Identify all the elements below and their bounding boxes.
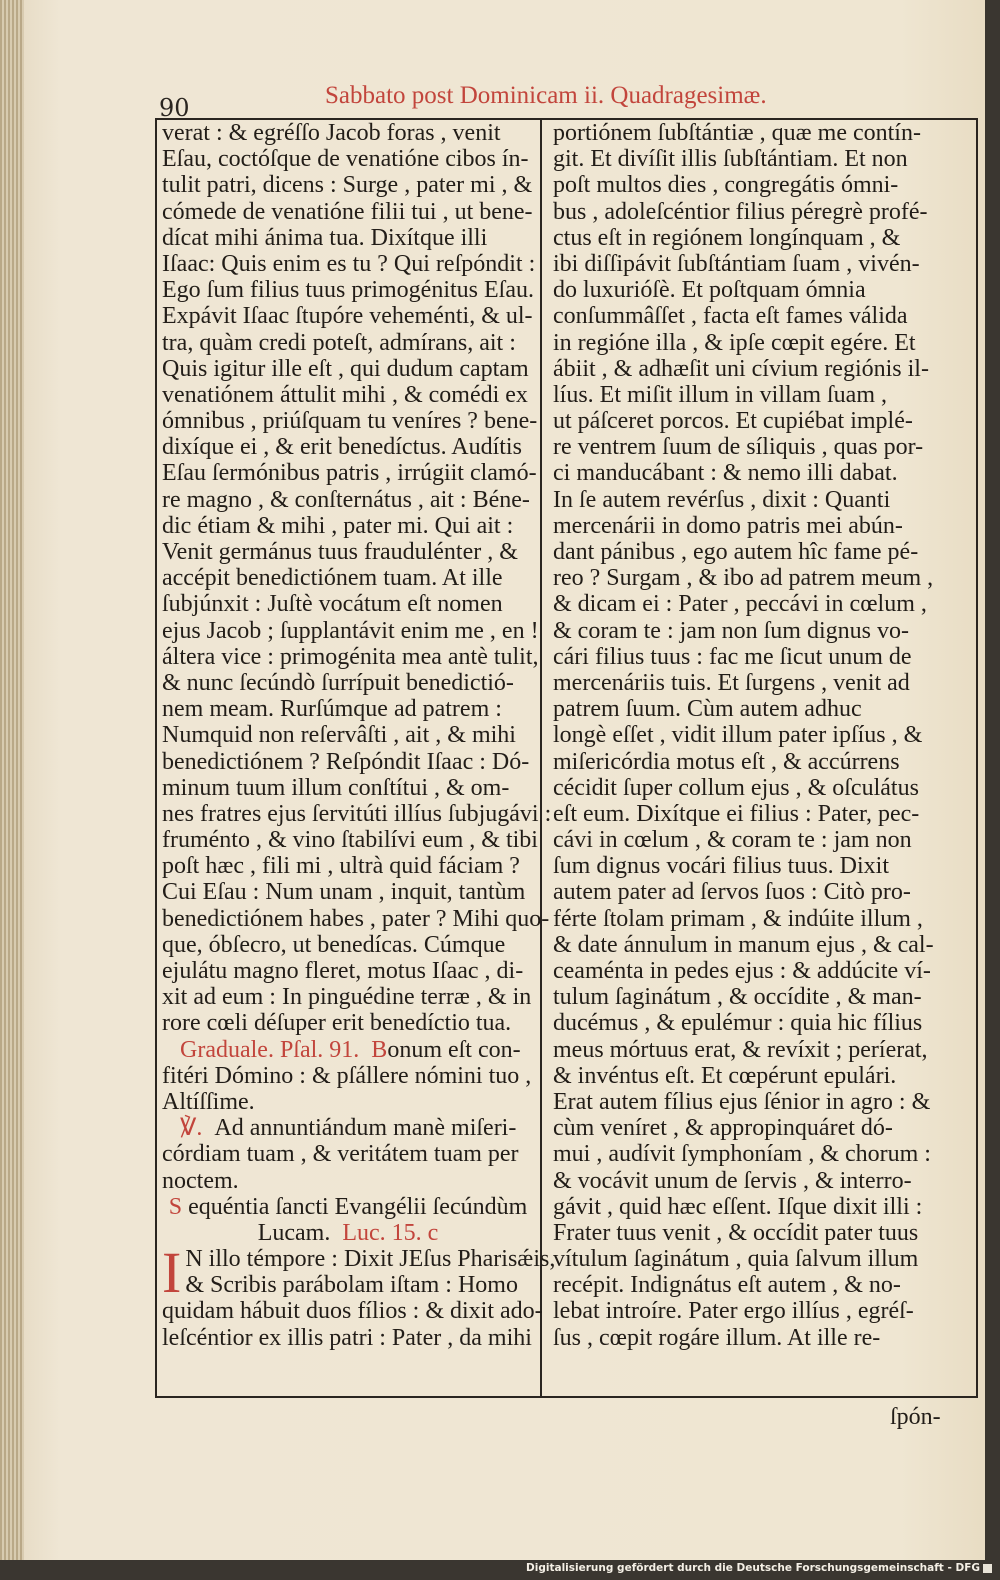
sequence-text: equéntia ſancti Evangélii ſecúndùm [188,1193,528,1220]
gospel-line: leſcéntior ex illis patri : Pater , da mihi [162,1324,532,1351]
left-line: nem meam. Rurſúmque ad patrem : [162,696,502,723]
left-line: áltera vice : primogénita mea antè tulit, [162,643,539,670]
left-line: tra, quàm credi poteſt, admírans, ait : [162,329,516,356]
left-line: cómede de venatióne filii tui , ut bene- [162,198,533,225]
left-line: Eſau ſermónibus patris , irrúgiit clamó- [162,460,537,487]
right-column-text [553,120,973,1351]
right-line: ducémus , & epulémur : quia hic fílius [553,1010,923,1037]
gospel-block [162,1240,556,1351]
left-line: venatiónem áttulit mihi , & comédi ex [162,381,528,408]
right-line: patrem ſuum. Cùm autem adhuc [553,696,862,723]
versicle-text: Ad annuntiándum manè miſeri- [214,1115,517,1142]
left-column-text [162,120,552,1037]
gradual-line [162,1037,534,1063]
left-line: Cui Eſau : Num unam , inquit, tantùm [162,879,526,906]
right-line: recépit. Indignátus eſt autem , & no- [553,1272,901,1299]
right-line: líus. Et miſit illum in villam ſuam , [553,381,887,408]
gradual-line: Altíſſime. [162,1088,255,1115]
page-edge-stack [0,0,24,1560]
sequence-line [162,1220,534,1246]
right-line: mui , audívit ſymphoníam , & chorum : [553,1141,931,1168]
footer-credit [526,1562,992,1574]
left-line: ejulátu magno fleret, motus Iſaac , di- [162,958,524,984]
gospel-line: N illo témpore : Dixit JEſus Pharisǽis, [185,1246,556,1273]
left-line: tulit patri, dicens : Surge , pater mi , & [162,172,533,199]
left-line: xit ad eum : In pinguédine terræ , & in [162,984,532,1011]
left-line: Iſaac: Quis enim es tu ? Qui reſpóndit : [162,250,536,277]
left-line: benedictiónem ? Reſpóndit Iſaac : Dó- [162,748,530,775]
right-line: ceaménta in pedes ejus : & addúcite ví- [553,958,931,984]
footer-text: Digitalisierung gefördert durch die Deutsche Forschungsgemeinschaft - DFG [526,1562,980,1574]
sequence-line [162,1194,534,1220]
gospel-line: & Scribis parábolam iſtam : Homo [185,1272,518,1299]
right-line: Erat autem fílius ejus ſénior in agro : & [553,1088,931,1115]
right-line: re ventrem ſuum de síliquis , quas por- [553,434,924,461]
right-line: in regióne illa , & ipſe cœpit egére. Et [553,329,916,356]
left-line: nes fratres ejus ſervitúti illíus ſubjugávi : [162,800,552,827]
left-line: Ego ſum filius tuus primogénitus Eſau. [162,277,534,304]
right-line: ci manducábant : & nemo illi dabat. [553,460,898,487]
left-line: ejus Jacob ; ſupplantávit enim me , en ! [162,617,539,644]
left-line: accépit benedictiónem tuam. At ille [162,565,503,592]
right-line: longè eſſet , vidit illum pater ipſíus , & [553,722,923,749]
left-line: dícat mihi ánima tua. Dixítque illi [162,224,488,251]
versicle-line [162,1115,534,1141]
left-line: Eſau, coctóſque de venatióne cibos ín- [162,146,529,173]
right-line: dant pánibus , ego autem hîc fame pé- [553,539,919,565]
left-line: Venit germánus tuus fraudulénter , & [162,539,518,565]
left-line: fruménto , & vino ſtabilívi eum , & tibi [162,827,538,854]
versicle-line: córdiam tuam , & veritátem tuam per [162,1141,519,1168]
right-line: cécidit ſuper collum ejus , & oſculátus [553,774,919,801]
right-line: ábiit , & adhæſit uni cívium regiónis il- [553,355,929,382]
page-number: 90 [159,94,190,122]
left-line: dixíque ei , & erit benedíctus. Audítis [162,434,522,461]
right-line: autem pater ad ſervos ſuos : Citò pro- [553,879,911,906]
right-line: ctus eſt in regiónem longínquam , & [553,224,901,251]
right-line: meus mórtuus erat, & revíxit ; períerat, [553,1036,928,1063]
left-line: re magno , & conſternátus , ait : Béne- [162,486,530,513]
left-line: benedictiónem habes , pater ? Mihi quo- [162,905,550,932]
right-line: ibi diſſipávit ſubſtántiam ſuam , vivén- [553,250,920,277]
right-line: férte ſtolam primam , & indúite illum , [553,905,923,932]
column-divider [540,118,542,1398]
right-line: portiónem ſubſtántiæ , quæ me contín- [553,120,921,146]
right-line: Frater tuus venit , & occídit pater tuus [553,1219,919,1246]
right-line: ſus , cœpit rogáre illum. At ille re- [553,1324,881,1351]
right-line: git. Et divíſit illis ſubſtántiam. Et non [553,146,908,173]
gradual-line: fitéri Dómino : & pſállere nómini tuo , [162,1062,532,1089]
right-line: do luxurióſè. Et poſtquam ómnia [553,277,866,304]
right-line: mercenáriis tuis. Et ſurgens , venit ad [553,669,910,696]
left-line: verat : & egréſſo Jacob foras , venit [162,120,501,146]
right-line: miſericórdia motus eſt , & accúrrens [553,748,900,775]
right-line: & dicam ei : Pater , peccávi in cœlum , [553,591,927,618]
page-header [155,82,975,122]
left-line: dic étiam & mihi , pater mi. Qui ait : [162,512,514,539]
gradual-label: Graduale. Pſal. 91. [180,1036,360,1063]
right-line: In ſe autem revérſus , dixit : Quanti [553,486,891,513]
right-line: tulum ſaginátum , & occídite , & man- [553,984,922,1011]
right-line: mercenárii in domo patris mei abún- [553,512,903,539]
sequence-reference: Luc. 15. c [342,1219,439,1246]
right-line: cùm veníret , & appropinquáret dó- [553,1115,893,1142]
sequence-initial: S [168,1193,183,1220]
gradual-initial: B [371,1036,388,1063]
right-line: conſummâſſet , facta eſt fames válida [553,303,908,330]
running-title: Sabbato post Dominicam ii. Quadragesimæ. [325,82,767,109]
versicle-symbol: ℣. [180,1115,203,1142]
left-line: Expávit Iſaac ſtupóre veheménti, & ul- [162,303,533,330]
left-line: poſt hæc , fili mi , ultrà quid fáciam ? [162,853,520,880]
left-line: ómnibus , priúſquam tu veníres ? bene- [162,408,538,435]
right-line: cávi in cœlum , & coram te : jam non [553,827,912,854]
right-line: reo ? Surgam , & ibo ad patrem meum , [553,565,934,592]
right-line: poſt multos dies , congregátis ómni- [553,172,899,199]
right-line: & invéntus eſt. Et cœpérunt epulári. [553,1062,897,1089]
right-line: & coram te : jam non ſum dignus vo- [553,617,909,644]
gospel-line: quidam hábuit duos fílios : & dixit ado- [162,1298,543,1325]
left-line: minum tuum illum conſtítui , & om- [162,774,510,801]
right-line: ſum dignus vocári filius tuus. Dixit [553,853,889,880]
right-line: vítulum ſaginátum , quia ſalvum illum [553,1246,919,1273]
right-line: ut páſceret porcos. Et cupiébat implé- [553,408,913,435]
left-line: rore cœli déſuper erit benedíctio tua. [162,1010,512,1037]
versicle-line: noctem. [162,1167,239,1194]
sequence-author: Lucam. [257,1219,331,1246]
left-line: ſubjúnxit : Juſtè vocátum eſt nomen [162,591,503,618]
left-line: & nunc ſecúndò ſurrípuit benedictió- [162,669,514,696]
right-line: & date ánnulum in manum ejus , & cal- [553,931,934,958]
dfg-logo-icon [983,1564,992,1573]
left-line: que, óbſecro, ut benedícas. Cúmque [162,931,506,958]
left-line: Numquid non reſervâſti , ait , & mihi [162,722,516,749]
left-column [162,120,556,1351]
left-line: Quis igitur ille eſt , qui dudum captam [162,355,529,382]
gradual-text: onum eſt con- [387,1036,521,1063]
right-line: gávit , quid hæc eſſent. Iſque dixit illi : [553,1193,923,1220]
right-line: lebat introíre. Pater ergo illíus , egréſ- [553,1298,914,1325]
right-line: bus , adoleſcéntior filius péregrè profé- [553,198,928,225]
catchword: ſpón- [890,1404,941,1430]
right-line: & vocávit unum de ſervis , & interro- [553,1167,912,1194]
right-column [553,120,973,1351]
gospel-dropcap: I [162,1240,182,1306]
right-line: eſt eum. Dixítque ei filius : Pater, pec- [553,800,920,827]
right-line: cári filius tuus : fac me ſicut unum de [553,643,912,670]
